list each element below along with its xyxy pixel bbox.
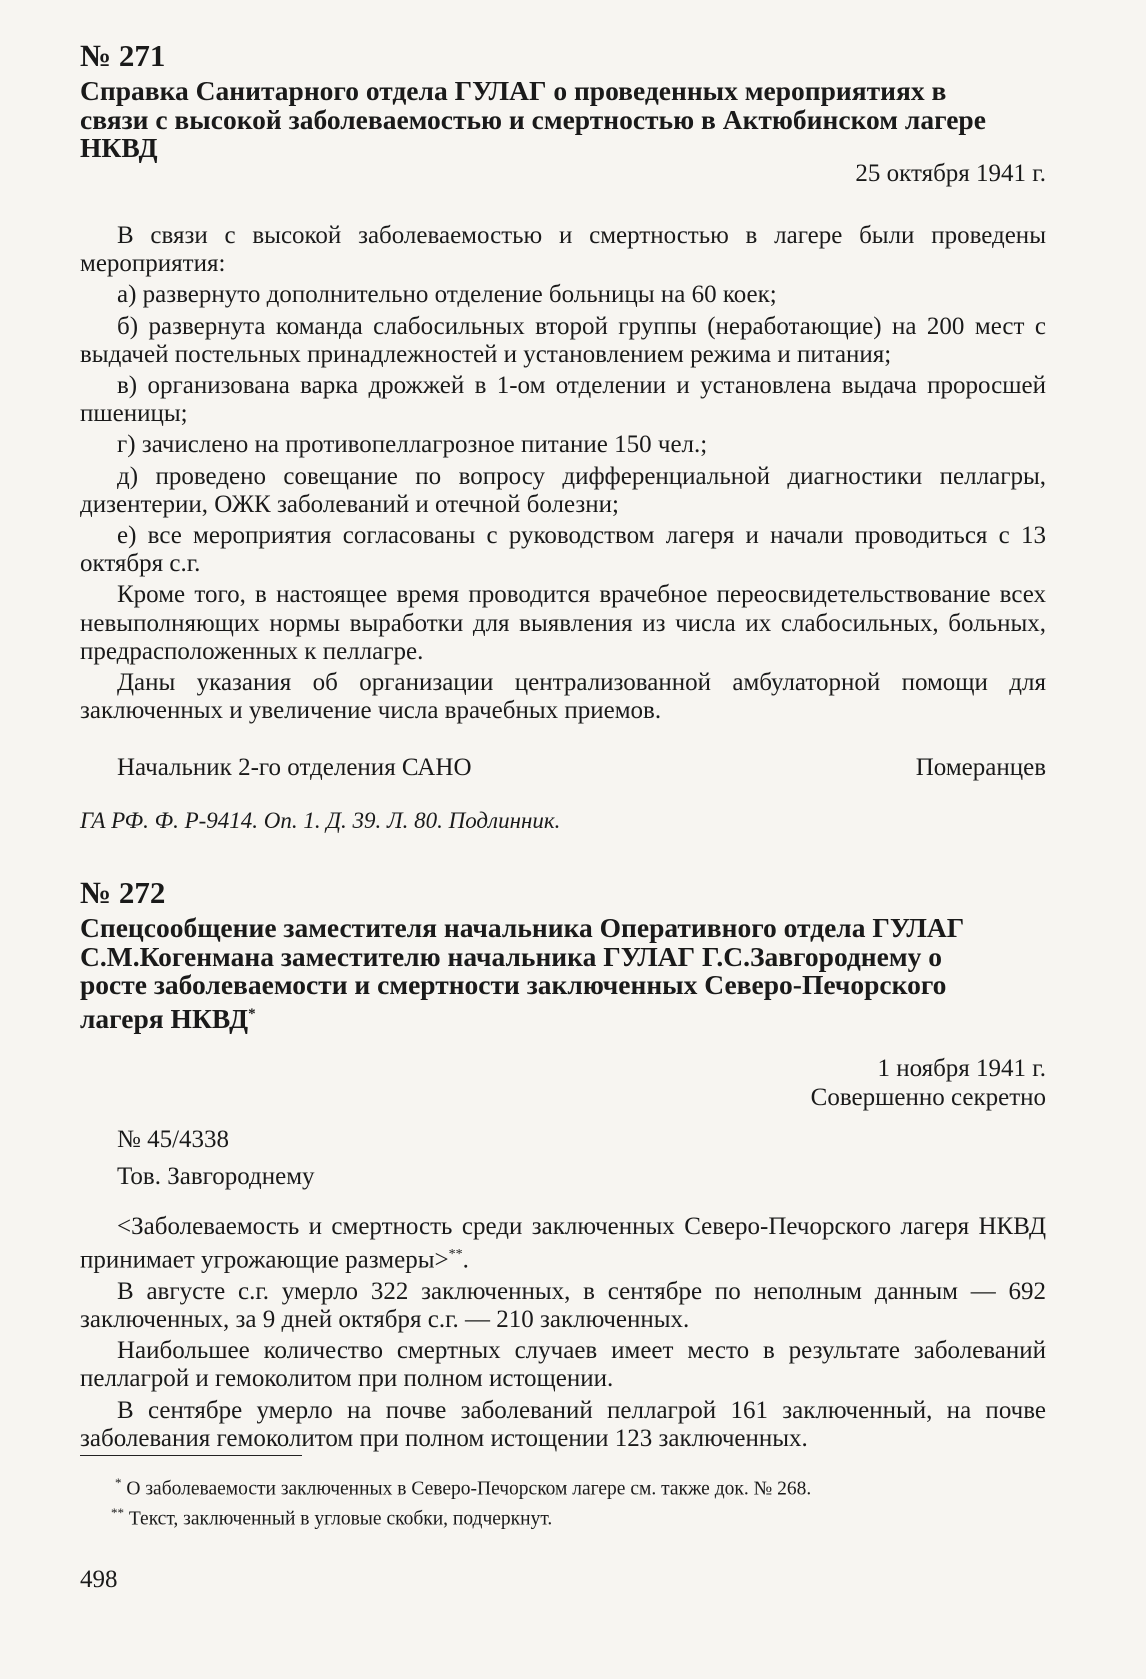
signature-position: Начальник 2-го отделения САНО: [117, 754, 472, 781]
footnote-ref: **: [448, 1247, 463, 1263]
list-item: б) развернута команда слабосильных второй группы (неработающие) на 200 мест с выдачей постельных принадлежностей и установлением режима и питания;: [80, 312, 1046, 368]
list-item: г) зачислено на противопеллагрозное питание 150 чел.;: [117, 431, 708, 459]
footnote-divider: [80, 1455, 302, 1456]
doc-number-271: № 271: [80, 38, 166, 73]
list-item: е) все мероприятия согласованы с руководством лагеря и начали проводиться с 13 октября с.г.: [80, 522, 1046, 578]
doc-number-272: № 272: [80, 875, 166, 910]
paragraph: Наибольшее количество смертных случаев имеет место в результате заболеваний пеллагрой и гемоколитом при полном истощении.: [80, 1337, 1046, 1393]
footnote-mark: *: [115, 1475, 122, 1490]
registration-number: № 45/4338: [117, 1126, 230, 1153]
footnote-text: О заболеваемости заключенных в Северо-Печорском лагере см. также док. № 268.: [126, 1478, 812, 1500]
doc-body-271: [80, 222, 1046, 728]
paragraph: В сентябре умерло на почве заболеваний пеллагрой 161 заключенный, на почве заболевания гемоколитом при полном истощении 123 заключенных.: [80, 1396, 1046, 1452]
archive-source: ГА РФ. Ф. Р-9414. Оп. 1. Д. 39. Л. 80. Подлинник.: [80, 808, 561, 833]
footnote-ref: *: [248, 1005, 256, 1022]
footnote-mark: **: [111, 1505, 124, 1520]
paragraph: В августе с.г. умерло 322 заключенных, в сентябре по неполным данным — 692 заключенных, за 9 дней октября с.г. — 210 заключенных.: [80, 1277, 1046, 1333]
doc-title-271: Справка Санитарного отдела ГУЛАГ о проведенных мероприятиях в связи с высокой заболеваемостью и смертностью в Актюбинском лагере НКВД: [80, 75, 986, 163]
paragraph: Даны указания об организации централизованной амбулаторной помощи для заключенных и увеличение числа врачебных приемов.: [80, 669, 1046, 725]
list-item: в) организована варка дрожжей в 1-ом отделении и установлена выдача проросшей пшеницы;: [80, 372, 1046, 428]
doc-date-271: 25 октября 1941 г.: [855, 160, 1046, 187]
footnote-text: Текст, заключенный в угловые скобки, подчеркнут.: [128, 1508, 553, 1530]
footnote-2: [111, 1501, 552, 1532]
list-item: д) проведено совещание по вопросу дифференциальной диагностики пеллагры, дизентерии, ОЖК заболеваний и отечной болезни;: [80, 462, 1046, 518]
underlined-text: <Заболеваемость и смертность среди заключенных Северо-Печорского лагеря НКВД принимает угрожающие размеры>: [80, 1213, 1046, 1274]
paragraph: В связи с высокой заболеваемостью и смертностью в лагере были проведены мероприятия:: [80, 222, 1046, 278]
doc-body-272: [80, 1213, 1046, 1456]
doc-title-272-text: Спецсообщение заместителя начальника Оперативного отдела ГУЛАГ С.М.Когенмана заместителю начальника ГУЛАГ Г.С.Завгороднему о росте заболеваемости и смертности заключенных Северо-Печорского лагеря НКВД: [80, 912, 965, 1034]
doc-date-272: 1 ноября 1941 г.: [877, 1055, 1046, 1082]
paragraph: Кроме того, в настоящее время проводится врачебное переосвидетельствование всех невыполняющих нормы выработки для выявления из числа их слабосильных, больных, предрасположенных к пеллагре.: [80, 581, 1046, 665]
signature-name: Померанцев: [915, 754, 1046, 781]
footnote-1: [115, 1471, 811, 1502]
doc-title-272: [80, 914, 1000, 1033]
page-number: 498: [80, 1566, 118, 1593]
classification: Совершенно секретно: [810, 1084, 1046, 1111]
addressee: Тов. Завгороднему: [117, 1163, 315, 1190]
list-item: а) развернуто дополнительно отделение больницы на 60 коек;: [117, 281, 777, 309]
paragraph: <Заболеваемость и смертность среди заключенных Северо-Печорского лагеря НКВД принимает угрожающие размеры>**.: [80, 1213, 1046, 1274]
